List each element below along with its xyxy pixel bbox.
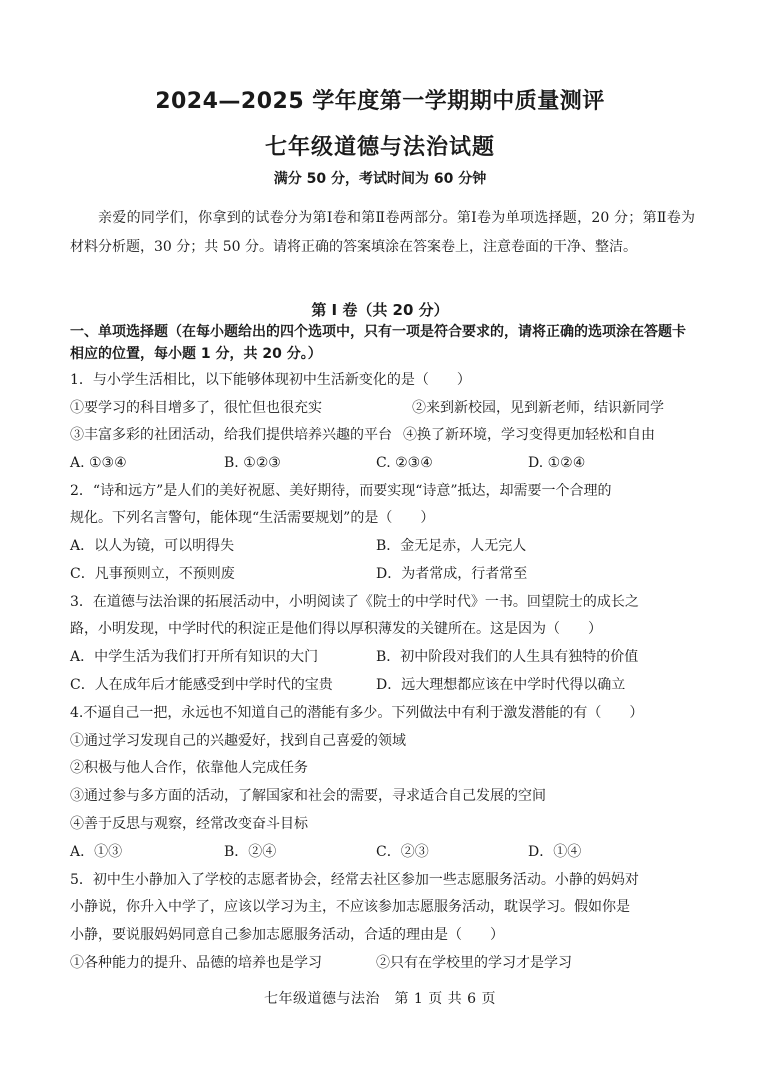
score-info: 满分 50 分，考试时间为 60 分钟: [273, 171, 487, 187]
q4-option-d: D．①④: [528, 844, 582, 860]
q3-option-b: B．初中阶段对我们的人生具有独特的价值: [376, 649, 639, 665]
q2-option-b: B．金无足赤，人无完人: [376, 538, 527, 554]
q5-stem-line-1: 5．初中生小静加入了学校的志愿者协会，经常去社区参加一些志愿服务活动。小静的妈妈对: [70, 872, 639, 888]
q4-option-a: A．①③: [70, 844, 123, 860]
q2-option-a: A．以人为镜，可以明得失: [70, 538, 235, 554]
q4-statement-1: ①通过学习发现自己的兴趣爱好，找到自己喜爱的领域: [70, 733, 406, 749]
intro-paragraph: 亲爱的同学们，你拿到的试卷分为第Ⅰ卷和第Ⅱ卷两部分。第Ⅰ卷为单项选择题，20 分；第Ⅱ卷为材料分析题，30 分；共 50 分。请将正确的答案填涂在答案卷上，注意卷面的干净、整洁。: [70, 210, 695, 255]
q5-statement-1: ①各种能力的提升、品德的培养也是学习: [70, 955, 322, 971]
q4-statement-4: ④善于反思与观察，经常改变奋斗目标: [70, 816, 308, 832]
q2-stem-line-2: 规化。下列名言警句，能体现“生活需要规划”的是（ ）: [70, 510, 435, 526]
q1-option-a: A. ①③④: [70, 455, 127, 471]
q1-statement-4: ④换了新环境，学习变得更加轻松和自由: [403, 427, 655, 443]
q1-option-b: B. ①②③: [224, 455, 281, 471]
q4-option-b: B．②④: [224, 844, 277, 860]
q1-statement-1: ①要学习的科目增多了，很忙但也很充实: [70, 400, 322, 416]
q3-stem-line-1: 3．在道德与法治课的拓展活动中，小明阅读了《院士的中学时代》一书。回望院士的成长之: [70, 594, 639, 610]
q4-statement-2: ②积极与他人合作，依靠他人完成任务: [70, 760, 308, 776]
page-footer: 七年级道德与法治 第 1 页 共 6 页: [263, 991, 497, 1007]
exam-title: 2024—2025 学年度第一学期期中质量测评: [155, 89, 605, 114]
q3-option-c: C．人在成年后才能感受到中学时代的宝贵: [70, 677, 333, 693]
q4-option-c: C．②③: [376, 844, 429, 860]
q1-option-c: C. ②③④: [376, 455, 433, 471]
q2-option-d: D．为者常成，行者常至: [376, 566, 528, 582]
q1-statement-3: ③丰富多彩的社团活动，给我们提供培养兴趣的平台: [70, 427, 392, 443]
q1-stem: 1．与小学生活相比，以下能够体现初中生活新变化的是（ ）: [70, 372, 471, 388]
q4-stem: 4.不逼自己一把，永远也不知道自己的潜能有多少。下列做法中有利于激发潜能的有（ ）: [70, 705, 644, 721]
q5-statement-2: ②只有在学校里的学习才是学习: [376, 955, 572, 971]
q3-option-a: A．中学生活为我们打开所有知识的大门: [70, 649, 319, 665]
q5-stem-line-3: 小静，要说服妈妈同意自己参加志愿服务活动，合适的理由是（ ）: [70, 927, 504, 943]
q3-option-d: D．远大理想都应该在中学时代得以确立: [376, 677, 626, 693]
q1-option-d: D. ①②④: [528, 455, 586, 471]
q4-statement-3: ③通过参与多方面的活动，了解国家和社会的需要，寻求适合自己发展的空间: [70, 788, 546, 804]
q1-statement-2: ②来到新校园，见到新老师，结识新同学: [412, 400, 664, 416]
subject-title: 七年级道德与法治试题: [264, 135, 495, 160]
q5-stem-line-2: 小静说，你升入中学了，应该以学习为主，不应该参加志愿服务活动，耽误学习。假如你是: [70, 899, 630, 915]
q3-stem-line-2: 路，小明发现，中学时代的积淀正是他们得以厚积薄发的关键所在。这是因为（ ）: [70, 621, 602, 637]
q2-option-c: C．凡事预则立，不预则废: [70, 566, 235, 582]
part-heading: 一、单项选择题（在每小题给出的四个选项中，只有一项是符合要求的，请将正确的选项涂在答题卡相应的位置，每小题 1 分，共 20 分。）: [70, 324, 686, 362]
q2-stem-line-1: 2．“诗和远方”是人们的美好祝愿、美好期待，而要实现“诗意”抵达，却需要一个合理的: [70, 483, 612, 499]
section-title: 第 I 卷（共 20 分）: [311, 301, 449, 319]
